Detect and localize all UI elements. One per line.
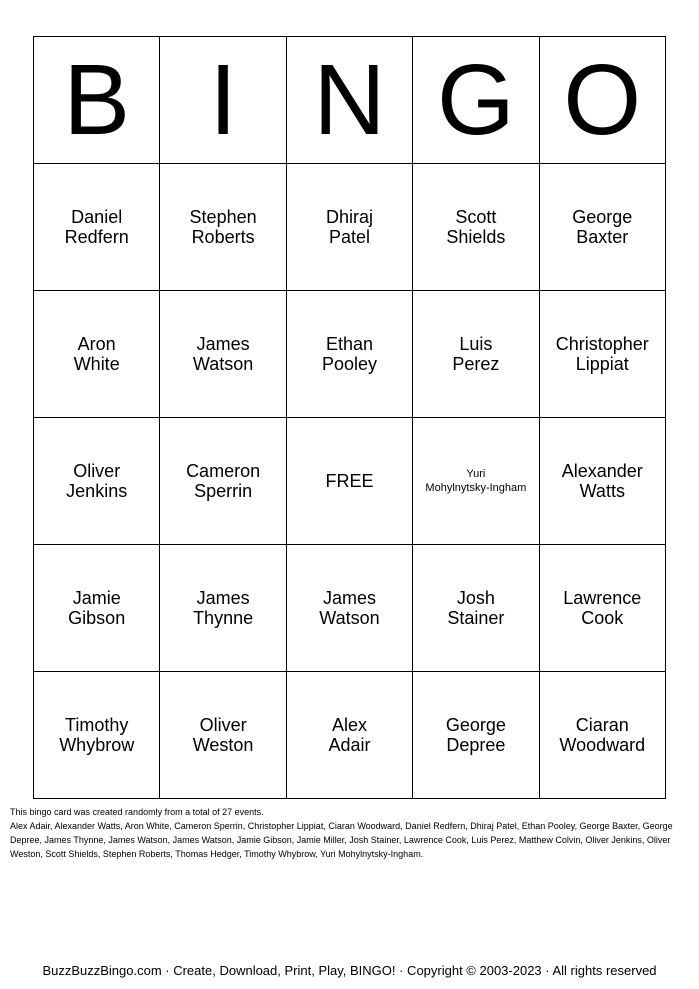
bingo-cell bbox=[539, 418, 665, 545]
card-info-event-list: Alex Adair, Alexander Watts, Aron White, Cameron Sperrin, Christopher Lippiat, Ciaran Woodward, Daniel Redfern, Dhiraj Patel, Ethan Pooley, George Baxter, George Depree, James Thynne, James Watson, James Watson, Jamie Gibson, Jamie Miller, Josh Stainer, Lawrence Cook, Luis Perez, Matthew Colvin, Oliver Jenkins, Oliver Weston, Scott Shields, Stephen Roberts, Thomas Hedger, Timothy Whybrow, Yuri Mohylnytsky-Ingham. bbox=[10, 821, 673, 859]
cell-first-name: George bbox=[572, 207, 633, 227]
bingo-cell bbox=[539, 545, 665, 672]
cell-first-name: Ethan bbox=[325, 334, 373, 354]
cell-first-name: James bbox=[196, 334, 250, 354]
bingo-cell bbox=[160, 291, 286, 418]
bingo-cell bbox=[34, 672, 160, 799]
cell-last-name: Patel bbox=[328, 227, 370, 247]
bingo-cell bbox=[413, 672, 539, 799]
footer-copyright: BuzzBuzzBingo.com · Create, Download, Print, Play, BINGO! · Copyright © 2003-2023 · All rights reserved bbox=[42, 963, 657, 978]
cell-last-name: Sperrin bbox=[194, 481, 253, 501]
cell-last-name: Weston bbox=[192, 735, 254, 755]
cell-first-name: Yuri bbox=[466, 468, 486, 480]
bingo-cell bbox=[413, 164, 539, 291]
bingo-cell bbox=[286, 291, 412, 418]
bingo-cell bbox=[539, 291, 665, 418]
header-letter-n: N bbox=[286, 37, 412, 164]
bingo-row-1 bbox=[34, 164, 666, 291]
cell-last-name: Baxter bbox=[576, 227, 629, 247]
card-info bbox=[10, 805, 690, 861]
header-letter-b: B bbox=[34, 37, 160, 164]
bingo-cell bbox=[539, 164, 665, 291]
cell-last-name: Shields bbox=[446, 227, 506, 247]
cell-first-name: Oliver bbox=[199, 715, 247, 735]
cell-first-name: Timothy bbox=[65, 715, 129, 735]
bingo-card bbox=[33, 36, 666, 799]
cell-last-name: Cook bbox=[581, 608, 624, 628]
cell-last-name: Thynne bbox=[193, 608, 254, 628]
cell-last-name: Lippiat bbox=[575, 354, 629, 374]
bingo-header-row bbox=[34, 37, 666, 164]
cell-last-name: White bbox=[73, 354, 120, 374]
cell-first-name: Josh bbox=[456, 588, 495, 608]
bingo-cell bbox=[160, 164, 286, 291]
bingo-cell bbox=[286, 672, 412, 799]
bingo-cell bbox=[34, 418, 160, 545]
bingo-row-3 bbox=[34, 418, 666, 545]
bingo-cell bbox=[160, 418, 286, 545]
bingo-cell bbox=[539, 672, 665, 799]
cell-first-name: Christopher bbox=[555, 334, 649, 354]
cell-last-name: Watson bbox=[192, 354, 254, 374]
bingo-cell bbox=[413, 291, 539, 418]
bingo-cell bbox=[413, 545, 539, 672]
cell-first-name: James bbox=[196, 588, 250, 608]
free-space-label: FREE bbox=[325, 471, 374, 491]
cell-last-name: Pooley bbox=[321, 354, 377, 374]
bingo-cell bbox=[160, 672, 286, 799]
bingo-row-4 bbox=[34, 545, 666, 672]
cell-first-name: Lawrence bbox=[563, 588, 642, 608]
cell-first-name: Scott bbox=[455, 207, 497, 227]
cell-last-name: Whybrow bbox=[59, 735, 135, 755]
free-space-cell bbox=[286, 418, 412, 545]
cell-first-name: Oliver bbox=[73, 461, 121, 481]
bingo-cell bbox=[286, 545, 412, 672]
cell-last-name: Jenkins bbox=[66, 481, 128, 501]
cell-last-name: Gibson bbox=[68, 608, 126, 628]
cell-first-name: Stephen bbox=[189, 207, 257, 227]
cell-last-name: Stainer bbox=[447, 608, 505, 628]
cell-last-name: Mohylnytsky-Ingham bbox=[425, 482, 527, 494]
cell-last-name: Watson bbox=[319, 608, 380, 628]
header-letter-o: O bbox=[539, 37, 665, 164]
cell-first-name: Dhiraj bbox=[325, 207, 373, 227]
cell-first-name: Alexander bbox=[561, 461, 643, 481]
cell-first-name: Jamie bbox=[72, 588, 121, 608]
cell-first-name: Daniel bbox=[71, 207, 123, 227]
card-info-summary: This bingo card was created randomly from a total of 27 events. bbox=[10, 807, 264, 817]
cell-first-name: Ciaran bbox=[575, 715, 629, 735]
cell-first-name: James bbox=[322, 588, 376, 608]
cell-last-name: Redfern bbox=[64, 227, 129, 247]
bingo-row-2 bbox=[34, 291, 666, 418]
bingo-cell bbox=[160, 545, 286, 672]
header-letter-i: I bbox=[160, 37, 286, 164]
bingo-cell bbox=[413, 418, 539, 545]
cell-last-name: Adair bbox=[328, 735, 371, 755]
bingo-cell bbox=[286, 164, 412, 291]
cell-first-name: Alex bbox=[331, 715, 367, 735]
cell-first-name: Luis bbox=[459, 334, 493, 354]
cell-last-name: Watts bbox=[579, 481, 625, 501]
header-letter-g: G bbox=[413, 37, 539, 164]
cell-last-name: Perez bbox=[452, 354, 500, 374]
bingo-cell bbox=[34, 545, 160, 672]
cell-first-name: Aron bbox=[77, 334, 116, 354]
cell-first-name: Cameron bbox=[186, 461, 261, 481]
bingo-cell bbox=[34, 164, 160, 291]
bingo-row-5 bbox=[34, 672, 666, 799]
bingo-cell bbox=[34, 291, 160, 418]
cell-last-name: Woodward bbox=[559, 735, 646, 755]
cell-last-name: Roberts bbox=[191, 227, 255, 247]
cell-first-name: George bbox=[445, 715, 506, 735]
cell-last-name: Depree bbox=[446, 735, 506, 755]
